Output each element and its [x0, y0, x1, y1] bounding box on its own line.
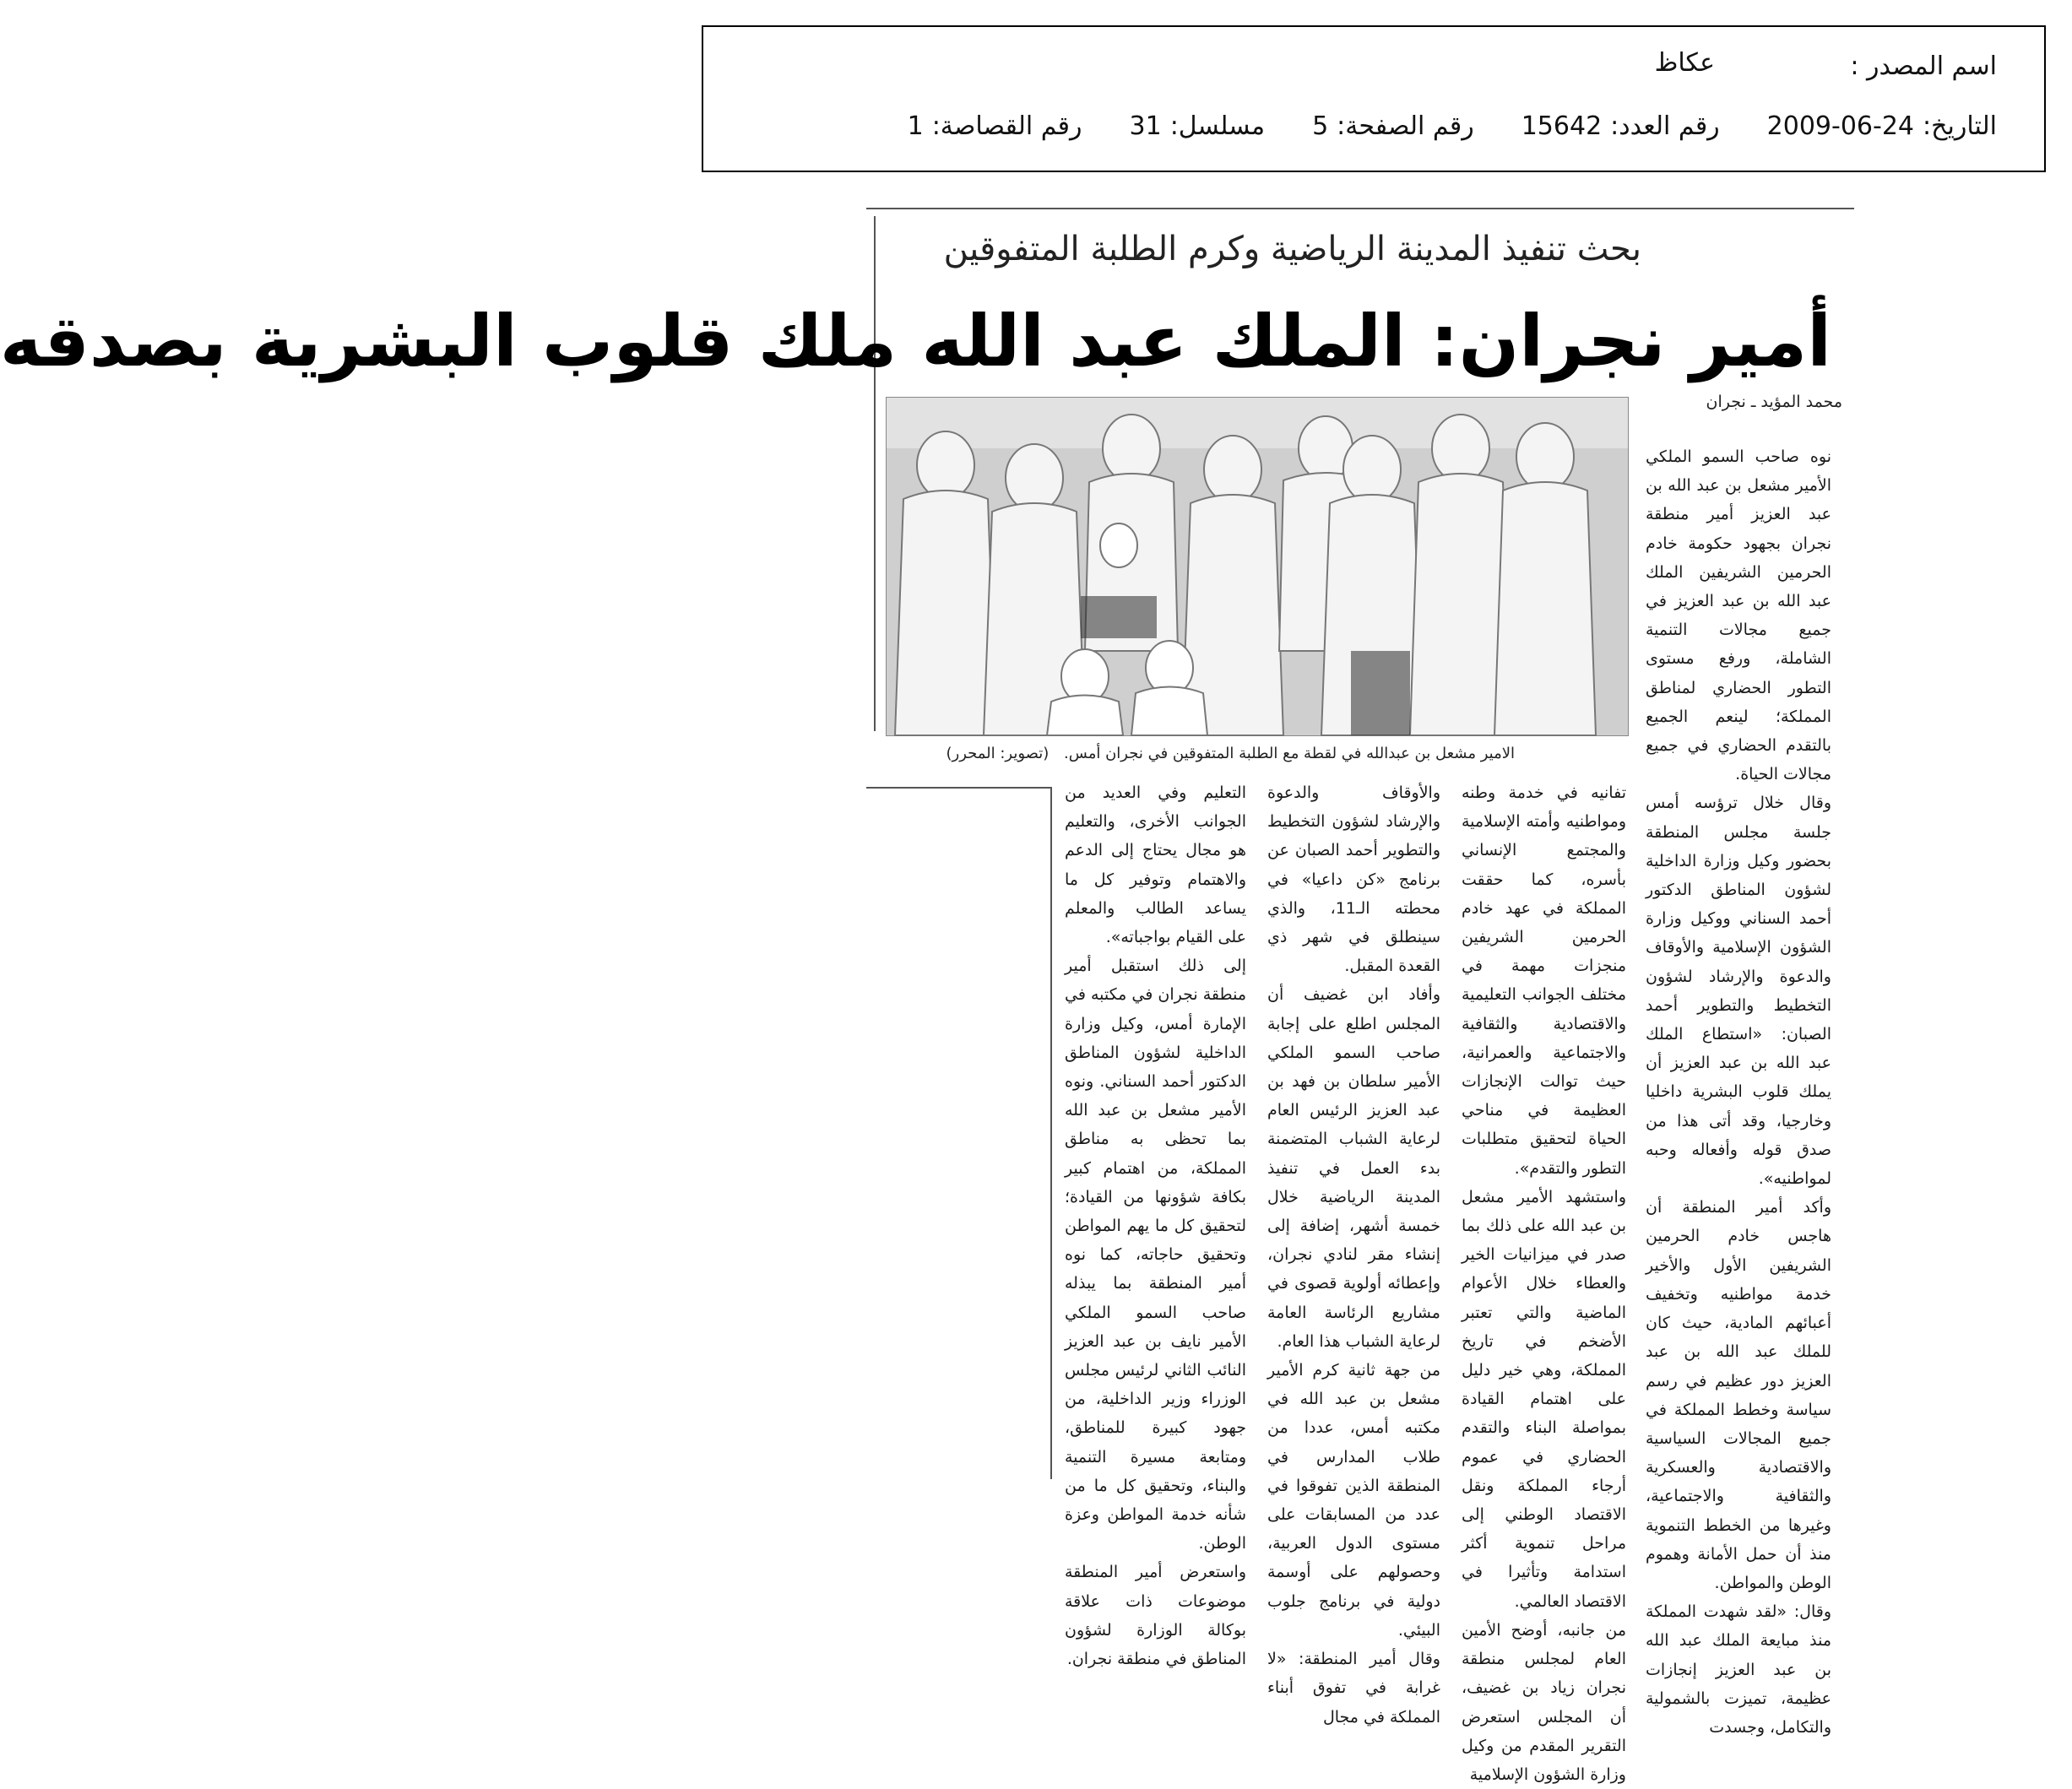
issue-field: [1521, 111, 1720, 141]
article-byline: محمد المؤيد ـ نجران: [1706, 393, 1842, 411]
paragraph: واستعرض أمير المنطقة موضوعات ذات علاقة بوكالة الوزارة لشؤون المناطق في منطقة نجران.: [1065, 1563, 1246, 1669]
clip-field: [908, 111, 1082, 141]
paragraph: وأكد أمير المنطقة أن هاجس خادم الحرمين الشريفين الأول والأخير خدمة مواطنيه وتخفيف أعبائهم المادية، حيث كان للملك عبد الله بن عبد العزيز دور عظيم في رسم سياسة وخطط المملكة في جميع المجالات السياسية والاقتصادية والعسكرية والثقافية والاجتماعية، وغيرها من الخطط التنموية منذ أن حمل الأمانة وهموم الوطن والمواطن.: [1646, 1198, 1831, 1592]
issue-value: 15642: [1521, 111, 1603, 141]
clip-label: رقم القصاصة:: [931, 111, 1082, 141]
source-name-value: عكاظ: [1654, 48, 1715, 78]
source-name-label: اسم المصدر :: [1850, 52, 1997, 81]
photo-caption: [946, 745, 1515, 762]
article-column-3: [1267, 778, 1441, 1727]
issue-label: رقم العدد:: [1610, 111, 1720, 141]
paragraph: تفانيه في خدمة وطنه ومواطنيه وأمته الإسلامية والمجتمع الإنساني بأسره، كما حققت المملكة في عهد خادم الحرمين الشريفين منجزات مهمة في مختلف الجوانب التعليمية والاقتصادية والثقافية والاجتماعية والعمرانية، حيث توالت الإنجازات العظيمة في مناحي الحياة لتحقيق متطلبات التطور والتقدم».: [1462, 783, 1626, 1178]
paragraph: وأفاد ابن غضيف أن المجلس اطلع على إجابة صاحب السمو الملكي الأمير سلطان بن فهد بن عبد العزيز الرئيس العام لرعاية الشباب المتضمنة بدء العمل في تنفيذ المدينة الرياضية خلال خمسة أشهر، إضافة إلى إنشاء مقر لنادي نجران، وإعطائه أولوية قصوى في مشاريع الرئاسة العامة لرعاية الشباب هذا العام.: [1267, 985, 1440, 1351]
source-info-box: [702, 25, 2046, 172]
serial-value: 31: [1129, 111, 1162, 141]
clip-left-divider: [874, 216, 876, 731]
paragraph: وقال: «لقد شهدت المملكة منذ مبايعة الملك عبد الله بن عبد العزيز إنجازات عظيمة، تميزت بالشمولية والتكامل، وجسدت: [1646, 1602, 1831, 1737]
paragraph: من جهة ثانية كرم الأمير مشعل بن عبد الله في مكتبه أمس، عددا من طلاب المدارس في المنطقة الذين تفوقوا في عدد من المسابقات على مستوى الدول العربية، وحصولهم على أوسمة دولية في برنامج جلوب البيئي.: [1267, 1361, 1440, 1640]
paragraph: والأوقاف والدعوة والإرشاد لشؤون التخطيط والتطوير أحمد الصبان عن برنامج «كن داعيا» في محطته الـ11، والذي سينطلق في شهر ذي القعدة المقبل.: [1267, 783, 1441, 976]
page-field: [1312, 111, 1474, 141]
metadata-row: [908, 111, 1997, 141]
article-column-1: [1646, 442, 1831, 1737]
paragraph: واستشهد الأمير مشعل بن عبد الله على ذلك بما صدر في ميزانيات الخير والعطاء خلال الأعوام الماضية والتي تعتبر الأضخم في تاريخ المملكة، وهي خير دليل على اهتمام القيادة بمواصلة البناء والتقدم الحضاري في عموم أرجاء المملكة ونقل الاقتصاد الوطني إلى مراحل تنموية أكثر استدامة وتأثيرا في الاقتصاد العالمي.: [1462, 1187, 1626, 1611]
article-column-2: [1462, 778, 1626, 1784]
serial-field: [1130, 111, 1266, 141]
article-column-4: [1065, 778, 1246, 1669]
clip-top-divider: [866, 208, 1854, 209]
group-photo-illustration: [887, 398, 1628, 735]
date-value: 2009-06-24: [1766, 111, 1915, 141]
date-field: [1767, 111, 1997, 141]
caption-text: الامير مشعل بن عبدالله في لقطة مع الطلبة المتفوقين في نجران أمس.: [1064, 745, 1515, 762]
caption-credit: (تصوير: المحرر): [946, 745, 1050, 762]
paragraph: نوه صاحب السمو الملكي الأمير مشعل بن عبد الله بن عبد العزيز أمير منطقة نجران بجهود حكومة خادم الحرمين الشريفين الملك عبد الله بن عبد العزيز في جميع مجالات التنمية الشاملة، ورفع مستوى التطور الحضاري لمناطق المملكة؛ لينعم الجميع بالتقدم الحضاري في جميع مجالات الحياة.: [1646, 447, 1831, 784]
serial-label: مسلسل:: [1169, 111, 1266, 141]
clip-mid-vertical-divider: [1050, 787, 1052, 1479]
paragraph: إلى ذلك استقبل أمير منطقة نجران في مكتبه في الإمارة أمس، وكيل وزارة الداخلية لشؤون المناطق الدكتور أحمد السناني. ونوه الأمير مشعل بن عبد الله بما تحظى به مناطق المملكة، من اهتمام كبير بكافة شؤونها من القيادة؛ لتحقيق كل ما يهم المواطن وتحقيق حاجاته، كما نوه أمير المنطقة بما يبذله صاحب السمو الملكي الأمير نايف بن عبد العزيز النائب الثاني لرئيس مجلس الوزراء وزير الداخلية، من جهود كبيرة للمناطق، ومتابعة مسيرة التنمية والبناء، وتحقيق كل ما من شأنه خدمة المواطن وعزة الوطن.: [1065, 957, 1246, 1553]
article-photo: [886, 397, 1629, 736]
paragraph: وقال خلال ترؤسه أمس جلسة مجلس المنطقة بحضور وكيل وزارة الداخلية لشؤون المناطق الدكتور أحمد السناني ووكيل وزارة الشؤون الإسلامية والأوقاف والدعوة والإرشاد لشؤون التخطيط والتطوير أحمد الصبان: «استطاع الملك عبد الله بن عبد العزيز أن يملك قلوب البشرية داخليا وخارجيا، وقد أتى هذا من صدق قوله وأفعاله وحبه لمواطنيه».: [1646, 794, 1831, 1189]
article-kicker: بحث تنفيذ المدينة الرياضية وكرم الطلبة المتفوقين: [943, 230, 1641, 268]
article-headline: أمير نجران: الملك عبد الله ملك قلوب البشرية بصدقه: [0, 300, 1831, 382]
clip-value: 1: [907, 111, 924, 141]
page-value: 5: [1312, 111, 1329, 141]
page-label: رقم الصفحة:: [1337, 111, 1474, 141]
paragraph: وقال أمير المنطقة: «لا غرابة في تفوق أبناء المملكة في مجال: [1267, 1650, 1440, 1727]
paragraph: من جانبه، أوضح الأمين العام لمجلس منطقة نجران زياد بن غضيف، أن المجلس استعرض التقرير المقدم من وكيل وزارة الشؤون الإسلامية: [1462, 1620, 1626, 1784]
paragraph: التعليم وفي العديد من الجوانب الأخرى، والتعليم هو مجال يحتاج إلى الدعم والاهتمام وتوفير كل ما يساعد الطالب والمعلم على القيام بواجباته».: [1065, 783, 1246, 947]
clip-mid-divider: [866, 787, 1050, 789]
date-label: التاريخ:: [1923, 111, 1997, 141]
